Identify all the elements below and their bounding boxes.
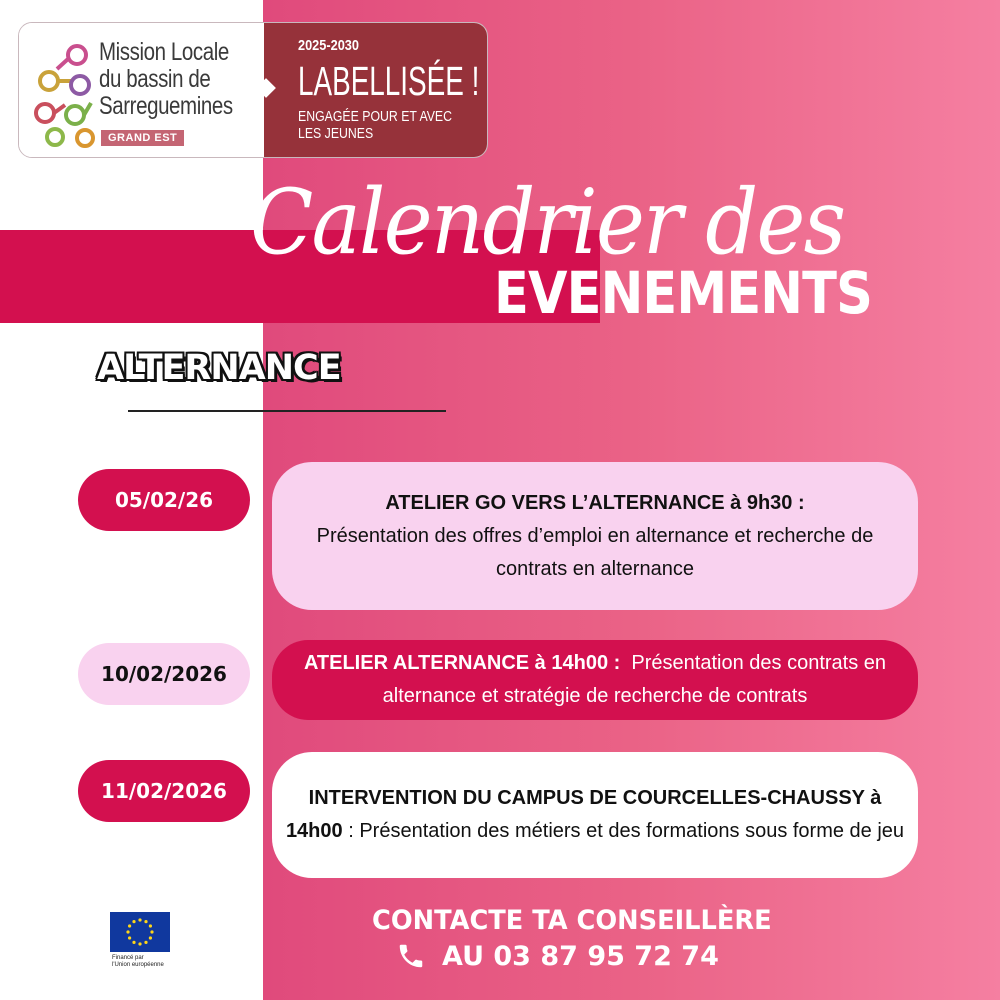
contact-phone-number: AU 03 87 95 72 74 [442, 940, 719, 972]
label-title: LABELLISÉE ! [298, 58, 480, 104]
event-description-2: Présentation des contrats en alternance et stratégie de recherche de contrats [382, 652, 887, 707]
event-card-2 [272, 640, 918, 720]
section-title: ALTERNANCE [97, 348, 341, 388]
event-date-2: 10/02/2026 [78, 643, 250, 705]
eu-funding-line1: Financé par [112, 955, 144, 961]
eu-funding-text [112, 955, 192, 969]
event-text-1 [290, 487, 900, 586]
mission-locale-logo [19, 23, 264, 157]
label-subtitle-line2: LES JEUNES [298, 125, 374, 142]
event-text-3 [284, 782, 906, 848]
org-name [99, 39, 233, 120]
contact-heading: CONTACTE TA CONSEILLÈRE [372, 905, 772, 936]
section-underline [128, 410, 446, 412]
org-name-line2: du bassin de [99, 65, 211, 93]
event-description-3: : Présentation des métiers et des formations sous forme de jeu [348, 820, 905, 842]
event-date-3: 11/02/2026 [78, 760, 250, 822]
event-title-2: ATELIER ALTERNANCE à 14h00 : [303, 652, 621, 674]
event-description-1: Présentation des offres d’emploi en alternance et recherche de contrats en alternance [316, 524, 874, 580]
eu-funding-line2: l'Union européenne [112, 962, 164, 968]
label-subtitle [298, 108, 452, 142]
org-region-badge: GRAND EST [101, 130, 184, 146]
org-name-line3: Sarreguemines [99, 92, 233, 120]
calendar-title: Calendrier des [250, 170, 845, 275]
calendar-subtitle: EVENEMENTS [494, 259, 872, 327]
label-subtitle-line1: ENGAGÉE POUR ET AVEC [298, 108, 453, 125]
org-name-line1: Mission Locale [99, 38, 229, 66]
phone-icon [396, 940, 426, 972]
label-years: 2025-2030 [298, 37, 359, 54]
event-date-1: 05/02/26 [78, 469, 250, 531]
label-badge [264, 23, 487, 157]
event-title-3: INTERVENTION DU CAMPUS DE COURCELLES-CHAUSSY à 14h00 [285, 787, 882, 842]
eu-flag-icon [110, 912, 170, 952]
event-text-2 [278, 647, 912, 713]
event-card-1 [272, 462, 918, 610]
contact-phone [396, 940, 719, 972]
mission-locale-logo-icon [25, 33, 105, 148]
logo-card [18, 22, 488, 158]
event-card-3 [272, 752, 918, 878]
event-title-1: ATELIER GO VERS L’ALTERNANCE à 9h30 : [385, 491, 805, 514]
